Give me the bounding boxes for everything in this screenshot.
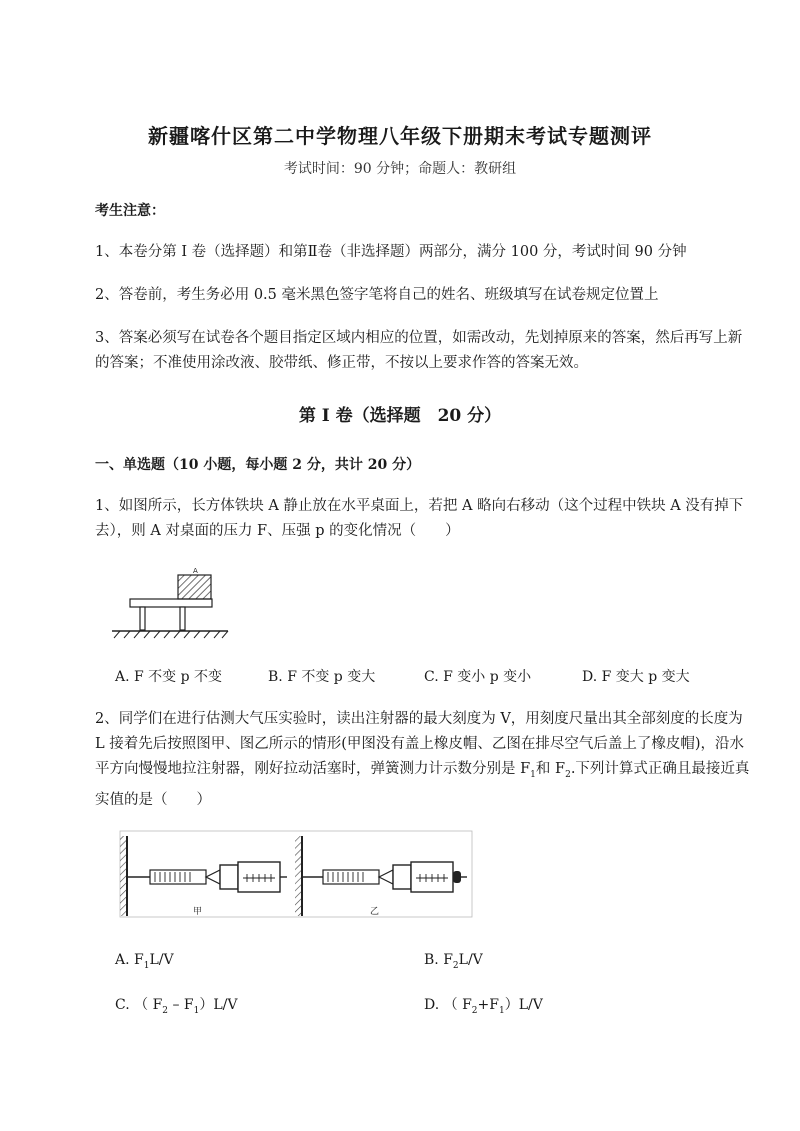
q1-option-a[interactable]: A. F 不变 p 不变 bbox=[115, 669, 223, 685]
page-subtitle: 考试时间：90 分钟；命题人：教研组 bbox=[283, 161, 517, 177]
q2-text-part-2: 和 F bbox=[535, 761, 566, 777]
q2-sub-1: 1 bbox=[530, 769, 536, 780]
wall-hatch-jia bbox=[120, 836, 126, 916]
note-item-2: 2、答卷前，考生务必用 0.5 毫米黑色签字笔将自己的姓名、班级填写在试卷规定位置上 bbox=[95, 287, 659, 303]
q1-option-c[interactable]: C. F 变小 p 变小 bbox=[424, 669, 532, 685]
iron-block-a bbox=[178, 575, 211, 599]
table-leg-left bbox=[140, 607, 145, 630]
spring-scale-yi bbox=[323, 870, 379, 884]
q2-option-d-pre: D. （ F bbox=[424, 997, 472, 1013]
ground-hatching bbox=[114, 631, 228, 638]
q2-sub-2: 2 bbox=[565, 769, 571, 780]
q2-option-b-sub: 2 bbox=[452, 960, 459, 971]
q2-option-c-mid: – F bbox=[168, 997, 194, 1013]
q2-option-d-sub-a: 2 bbox=[471, 1005, 478, 1016]
q2-option-d-mid: +F bbox=[477, 997, 499, 1013]
table-top bbox=[130, 599, 212, 607]
q2-option-d[interactable] bbox=[424, 994, 543, 1016]
notes-heading: 考生注意： bbox=[95, 203, 165, 219]
question-2-text bbox=[95, 707, 755, 813]
q2-option-b[interactable] bbox=[424, 952, 483, 971]
spring-scale-jia bbox=[150, 870, 206, 884]
section-title: 第 I 卷（选择题 20 分） bbox=[298, 406, 502, 426]
q2-option-a-sub: 1 bbox=[143, 960, 150, 971]
q2-option-c[interactable] bbox=[115, 994, 238, 1016]
question-1-text: 1、如图所示，长方体铁块 A 静止放在水平桌面上，若把 A 略向右移动（这个过程中铁块 A 没有掉下去），则 A 对桌面的压力 F、压强 p 的变化情况（ ） bbox=[95, 498, 744, 539]
q2-option-a[interactable] bbox=[115, 952, 174, 971]
q2-option-b-pre: B. F bbox=[424, 952, 453, 968]
block-label: A bbox=[193, 567, 198, 575]
table-block-figure bbox=[110, 564, 230, 644]
q1-option-b[interactable]: B. F 不变 p 变大 bbox=[268, 669, 376, 685]
wall-hatch-yi bbox=[295, 836, 301, 916]
q2-option-c-post: ）L/V bbox=[199, 997, 238, 1013]
q1-option-d[interactable]: D. F 变大 p 变大 bbox=[582, 669, 690, 685]
q2-option-c-sub-a: 2 bbox=[162, 1005, 169, 1016]
page-title: 新疆喀什区第二中学物理八年级下册期末考试专题测评 bbox=[148, 124, 652, 148]
syringe-grip-jia bbox=[220, 865, 238, 889]
rubber-cap-yi bbox=[453, 871, 461, 883]
q2-option-b-post: L/V bbox=[458, 952, 483, 968]
panel-jia bbox=[120, 836, 287, 917]
q2-option-a-pre: A. F bbox=[115, 952, 144, 968]
label-jia: 甲 bbox=[193, 907, 203, 917]
table-leg-right bbox=[180, 607, 185, 630]
q2-text-part-1: 2、同学们在进行估测大气压实验时，读出注射器的最大刻度为 V，用刻度尺量出其全部刻度的长度为 L 接着先后按照图甲、图乙所示的情形(甲图没有盖上橡皮帽、乙图在排尽空气后盖上了橡皮帽)，沿水平方向慢慢地拉注射器，刚好拉动活塞时，弹簧测力计示数分别是 F bbox=[95, 711, 745, 777]
label-yi: 乙 bbox=[370, 907, 380, 917]
q2-option-d-post: ）L/V bbox=[504, 997, 543, 1013]
part-heading: 一、单选题（10 小题，每小题 2 分，共计 20 分） bbox=[95, 457, 421, 473]
syringe-experiment-figure bbox=[115, 830, 475, 920]
q2-option-c-sub-b: 1 bbox=[193, 1005, 200, 1016]
panel-yi bbox=[295, 836, 467, 917]
syringe-grip-yi bbox=[393, 865, 411, 889]
note-item-3: 3、答案必须写在试卷各个题目指定区域内相应的位置，如需改动，先划掉原来的答案，然后再写上新的答案；不准使用涂改液、胶带纸、修正带，不按以上要求作答的答案无效。 bbox=[95, 330, 743, 371]
q2-text-part-3: .下列计算式正确且最接近真实值的是（ ） bbox=[95, 761, 750, 808]
note-item-1: 1、本卷分第 I 卷（选择题）和第Ⅱ卷（非选择题）两部分，满分 100 分，考试时间 90 分钟 bbox=[95, 244, 687, 260]
q2-option-a-post: L/V bbox=[149, 952, 174, 968]
q2-option-c-pre: C. （ F bbox=[115, 997, 163, 1013]
q2-option-d-sub-b: 1 bbox=[498, 1005, 505, 1016]
